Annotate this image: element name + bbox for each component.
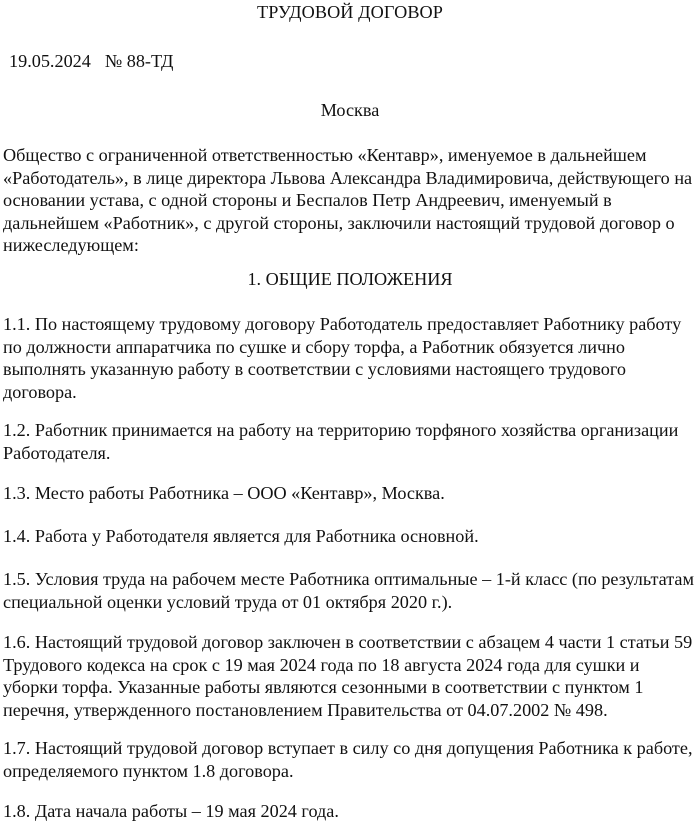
document-title: ТРУДОВОЙ ДОГОВОР: [256, 2, 443, 22]
clause-1-8: 1.8. Дата начала работы – 19 мая 2024 года.: [3, 801, 339, 821]
document-meta: [9, 50, 173, 73]
document-date: 19.05.2024: [9, 51, 91, 71]
section-title: 1. ОБЩИЕ ПОЛОЖЕНИЯ: [247, 269, 453, 289]
clause-1-1: 1.1. По настоящему трудовому договору Работодатель предоставляет Работнику работу по должности аппаратчика по сушке и сбору торфа, а Работник обязуется лично выполнять указанную работу в соответствии с условиями настоящего трудового договора.: [3, 314, 682, 402]
clause-1-2: 1.2. Работник принимается на работу на территорию торфяного хозяйства организации Работодателя.: [3, 420, 679, 463]
clause-1-6: 1.6. Настоящий трудовой договор заключен в соответствии с абзацем 4 части 1 статьи 59 Трудового кодекса на срок с 19 мая 2024 года по 18 августа 2024 года для сушки и уборки торфа. Указанные работы являются сезонными в соответствии с пунктом 1 перечня, утвержденного постановлением Правительства от 04.07.2002 № 498.: [3, 632, 693, 720]
clause-1-7: 1.7. Настоящий трудовой договор вступает в силу со дня допущения Работника к работе, определяемого пунктом 1.8 договора.: [3, 738, 693, 781]
clause-1-4: 1.4. Работа у Работодателя является для Работника основной.: [3, 526, 479, 546]
document-city: Москва: [320, 100, 380, 120]
preamble-paragraph: Общество с ограниченной ответственностью «Кентавр», именуемое в дальнейшем «Работодатель», в лице директора Львова Александра Владимировича, действующего на основании устава, с одной стороны и Беспалов Петр Андреевич, именуемый в дальнейшем «Работник», с другой стороны, заключили настоящий трудовой договор о нижеследующем:: [3, 145, 693, 255]
clause-1-3: 1.3. Место работы Работника – ООО «Кентавр», Москва.: [3, 483, 445, 503]
clause-1-5: 1.5. Условия труда на рабочем месте Работника оптимальные – 1-й класс (по результатам специальной оценки условий труда от 01 октября 2020 г.).: [3, 569, 695, 612]
document-number: № 88-ТД: [104, 51, 174, 71]
